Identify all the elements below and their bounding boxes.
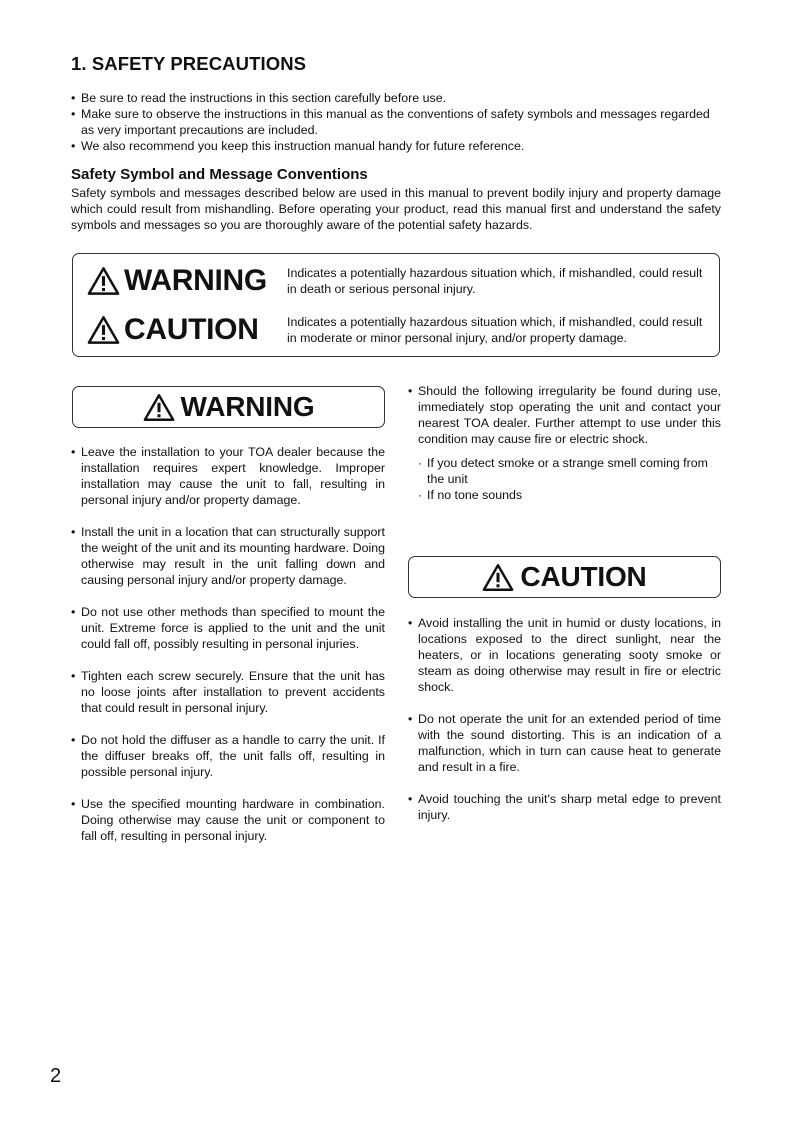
caution-item: • Do not operate the unit for an extended period of time with the sound distorting. This is an indication of a malfunction, which in turn can cause heat to generate and result in a fire. xyxy=(408,711,721,775)
caution-list xyxy=(408,615,721,839)
legend-warning-description: Indicates a potentially hazardous situation which, if mishandled, could result in death or serious personal injury. xyxy=(287,266,703,296)
legend-warning-row xyxy=(87,264,705,298)
intro-bullet: • Make sure to observe the instructions in this manual as the conventions of safety symbols and messages regarded as very important precautions are included. xyxy=(71,106,726,138)
irregularity-subitem: · If you detect smoke or a strange smell coming from the unit xyxy=(418,455,721,487)
page-title: 1. SAFETY PRECAUTIONS xyxy=(71,53,307,74)
warning-triangle-icon xyxy=(143,393,175,422)
conventions-heading: Safety Symbol and Message Conventions xyxy=(71,166,368,183)
irregularity-text: Should the following irregularity be found during use, immediately stop operating the unit and contact your nearest TOA dealer. Further attempt to use under this condition may cause fire or electric shock. xyxy=(418,384,721,446)
warning-list xyxy=(71,444,385,860)
warning-banner xyxy=(72,386,385,428)
caution-banner-label: CAUTION xyxy=(520,561,647,592)
legend-caution-label: CAUTION xyxy=(124,313,259,346)
page-number: 2 xyxy=(50,1065,62,1087)
warning-item: • Use the specified mounting hardware in combination. Doing otherwise may cause the unit or component to fall off, resulting in personal injury. xyxy=(71,796,385,844)
caution-banner xyxy=(408,556,721,598)
caution-triangle-icon xyxy=(482,563,514,592)
conventions-paragraph: Safety symbols and messages described below are used in this manual to prevent bodily injury and property damage which could result from mishandling. Before operating your product, read this manual first and understand the safety symbols and messages so you are thoroughly aware of the potential safety hazards. xyxy=(71,186,721,232)
caution-item: • Avoid touching the unit's sharp metal edge to prevent injury. xyxy=(408,791,721,823)
irregularity-sublist xyxy=(418,455,721,503)
caution-item: • Avoid installing the unit in humid or dusty locations, in locations exposed to the direct sunlight, near the heaters, or in locations generating sooty smoke or steam as doing otherwise may result in fire or electric shock. xyxy=(408,615,721,695)
warning-item-irregularity xyxy=(408,383,721,503)
warning-item: • Install the unit in a location that can structurally support the weight of the unit and its mounting hardware. Doing otherwise may result in the unit falling down and causing personal injury and/or property damage. xyxy=(71,524,385,588)
symbol-legend-box xyxy=(72,253,720,357)
warning-item: • Do not use other methods than specified to mount the unit. Extreme force is applied to the unit and the unit could fall off, possibly resulting in personal injuries. xyxy=(71,604,385,652)
legend-caution-row xyxy=(87,313,705,347)
warning-item: • Do not hold the diffuser as a handle to carry the unit. If the diffuser breaks off, the unit falls off, resulting in possible personal injury. xyxy=(71,732,385,780)
caution-triangle-icon xyxy=(87,315,120,345)
legend-caution-description: Indicates a potentially hazardous situation which, if mishandled, could result in moderate or minor personal injury, and/or property damage. xyxy=(287,315,703,345)
intro-bullet: • We also recommend you keep this instruction manual handy for future reference. xyxy=(71,138,726,154)
warning-list-continued xyxy=(408,383,721,519)
intro-bullet: • Be sure to read the instructions in this section carefully before use. xyxy=(71,90,726,106)
legend-warning-label: WARNING xyxy=(124,264,267,297)
warning-banner-label: WARNING xyxy=(180,391,315,422)
warning-item: • Leave the installation to your TOA dealer because the installation requires expert knowledge. Improper installation may cause the unit to fall, resulting in personal injury and/or property damage. xyxy=(71,444,385,508)
irregularity-subitem: · If no tone sounds xyxy=(418,487,721,503)
warning-item: • Tighten each screw securely. Ensure that the unit has no loose joints after installation to prevent accidents that could result in personal injury. xyxy=(71,668,385,716)
intro-bullet-list xyxy=(71,90,726,154)
warning-triangle-icon xyxy=(87,266,120,296)
